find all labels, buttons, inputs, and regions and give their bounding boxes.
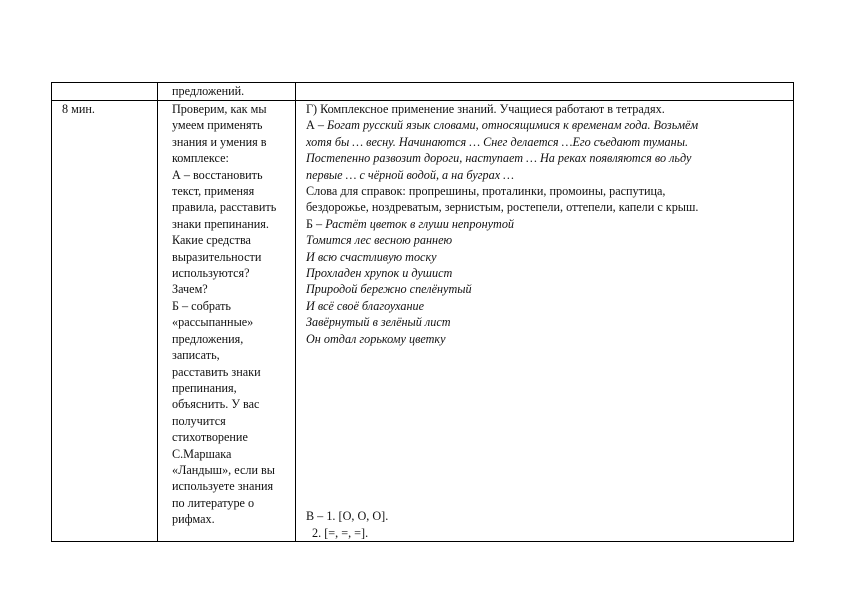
reference-words: бездорожье, ноздреватым, зернистым, ростепели, оттепели, капели с крыш. [306, 200, 699, 215]
activity-line: используете знания [172, 479, 274, 494]
italic-text: Богат русский язык словами, относящимися к временам года. Возьмём [327, 118, 699, 133]
poem-line [306, 298, 790, 314]
italic-text: хотя бы … весну. Начинаются … Снег делается …Его съедают туманы. [306, 134, 688, 149]
activity-line: Проверим, как мы [172, 102, 267, 116]
label-b: Б – [306, 216, 326, 231]
italic-text: И всё своё благоухание [306, 298, 425, 313]
italic-text: Природой бережно спелёнутый [306, 282, 472, 297]
reference-words: Слова для справок: пропрешины, проталинки, промоины, распутица, [306, 184, 666, 199]
activity-line: Какие средства [172, 233, 251, 248]
activity-line: комплексе: [172, 151, 229, 166]
italic-text: Постепенно развозит дороги, наступает … На реках появляются во льду [306, 151, 692, 166]
table-row [52, 101, 794, 542]
activity-line: текст, применяя [172, 184, 255, 199]
activity-line: знаки препинания. [172, 216, 269, 231]
activity-line: предложения, [172, 331, 244, 346]
table-row [52, 83, 794, 101]
poem-line [306, 314, 790, 330]
answer-line: 2. [=, =, =]. [312, 525, 369, 540]
poem [306, 232, 790, 347]
poem-line [306, 281, 790, 297]
activity-line: используются? [172, 266, 250, 281]
activity-line: С.Маршака [172, 446, 232, 461]
text-line [306, 117, 790, 133]
activity-text [172, 101, 292, 528]
activity-line: рифмах. [172, 512, 215, 527]
activity-line: объяснить. У вас [172, 397, 260, 412]
poem-line [306, 249, 790, 265]
time-cell [52, 83, 158, 101]
poem-line [306, 331, 790, 347]
activity-line: умеем применять [172, 118, 263, 133]
activity-cell [158, 101, 296, 542]
time-text: 8 мин. [62, 102, 95, 116]
activity-line: знания и умения в [172, 134, 267, 149]
activity-cell [158, 83, 296, 101]
text-line [306, 134, 790, 150]
activity-line: расставить знаки [172, 364, 261, 379]
italic-text: И всю счастливую тоску [306, 249, 437, 264]
lesson-plan-table [51, 82, 794, 542]
activity-line: Зачем? [172, 282, 208, 297]
activity-line: стихотворение [172, 430, 248, 445]
activity-line: А – восстановить [172, 167, 263, 182]
italic-text: Томится лес весною раннею [306, 233, 453, 248]
cell-text: предложений. [172, 84, 245, 98]
activity-line: выразительности [172, 249, 262, 264]
activity-line: записать, [172, 348, 220, 363]
text-line [306, 216, 790, 232]
text-line [306, 167, 790, 183]
answer-line: В – 1. [О, О, О]. [306, 509, 389, 524]
label-a: А – [306, 118, 327, 133]
text-line [306, 150, 790, 166]
activity-line: правила, расставить [172, 200, 277, 215]
content-cell [296, 83, 794, 101]
italic-text: Он отдал горькому цветку [306, 331, 446, 346]
task-heading: Г) Комплексное применение знаний. Учащиеся работают в тетрадях. [306, 102, 665, 116]
answers [306, 508, 388, 541]
italic-text: Прохладен хрупок и душист [306, 266, 453, 281]
activity-line: препинания, [172, 380, 237, 395]
time-cell [52, 101, 158, 542]
poem-line [306, 232, 790, 248]
italic-text: первые … с чёрной водой, а на буграх … [306, 167, 514, 182]
activity-line: «Ландыш», если вы [172, 462, 275, 477]
activity-line: «рассыпанные» [172, 315, 254, 330]
italic-text: Растёт цветок в глуши непронутой [325, 216, 515, 231]
activity-line: по литературе о [172, 495, 255, 510]
poem-line [306, 265, 790, 281]
activity-line: получится [172, 413, 226, 428]
italic-text: Завёрнутый в зелёный лист [306, 315, 451, 330]
activity-line: Б – собрать [172, 298, 231, 313]
content-cell [296, 101, 794, 542]
